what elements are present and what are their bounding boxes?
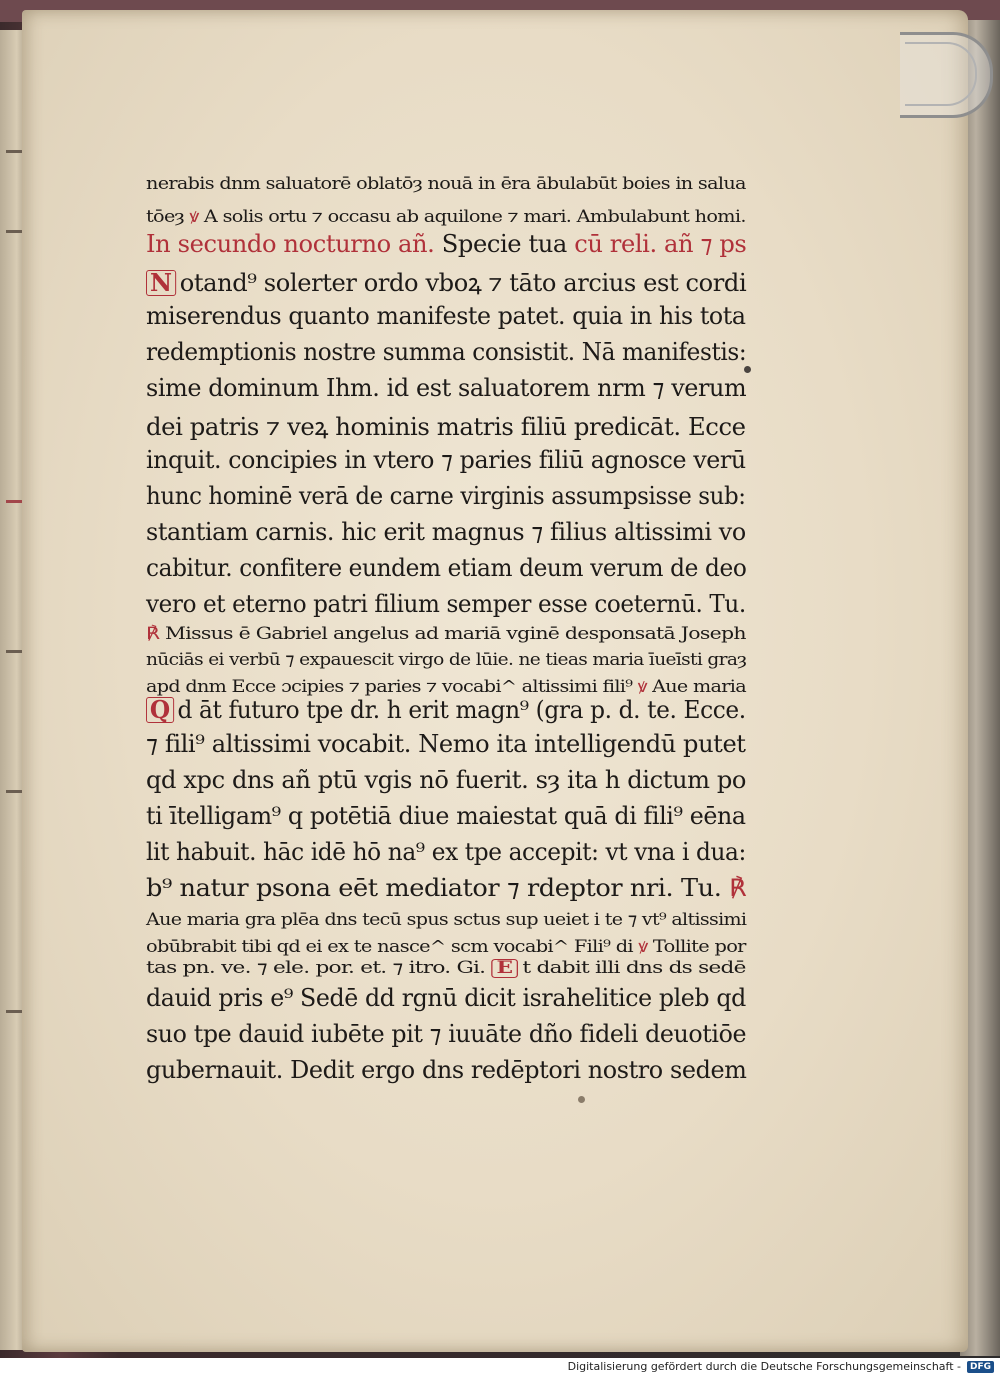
line-text: d āt futuro tpe dr. h erit magn⁹ (gra p. d. te. Ecce. — [177, 696, 746, 724]
text-line — [146, 934, 746, 957]
rubricated-initial: E — [491, 959, 517, 978]
line-text: suo tpe dauid iubēte pit ⁊ iuuāte dño fideli deuotiōe — [146, 1020, 747, 1048]
line-text: qd xpc dns añ ptū vgis nō fuerit. sȝ ita h dictum po — [146, 766, 747, 794]
line-text: otand⁹ solerter ordo vboꝝ ⁊ tāto arcius est cordi — [179, 269, 747, 297]
text-line — [146, 910, 746, 930]
rubric-text: ꝟ — [638, 937, 648, 957]
text-line — [146, 266, 746, 299]
rubricated-initial: N — [146, 270, 176, 296]
line-text: gubernauit. Dedit ergo dns redēptori nostro sedem — [146, 1056, 747, 1084]
text-line — [146, 958, 746, 978]
line-text: tōeȝ — [146, 207, 190, 227]
line-text: cabitur. confitere eundem etiam deum verum de deo — [146, 554, 747, 582]
line-text: tas pn. ve. ⁊ ele. por. et. ⁊ itro. Gi. — [146, 958, 492, 978]
line-text: b⁹ natur psona eēt mediator ⁊ rdeptor nri. Tu. — [146, 874, 730, 902]
line-text: dauid pris e⁹ Sedē dd rgnū dicit israhelitice pleb qd — [146, 984, 746, 1012]
rubric-text: ℟ — [146, 624, 166, 644]
line-text: hunc hominē verā de carne virginis assumpsisse sub: — [146, 482, 746, 510]
rubric-text: ꝟ — [637, 677, 647, 697]
line-text: ti ītelligam⁹ q potētiā diue maiestat quā di fili⁹ eēna — [146, 802, 746, 830]
text-line — [146, 1056, 746, 1084]
ink-spot — [744, 366, 751, 373]
ink-spot — [578, 1096, 585, 1103]
line-text: Tollite por — [647, 937, 746, 957]
line-text: obūbrabit tibi qd ei ex te nasce^ scm vocabi^ Fili⁹ di — [146, 937, 639, 957]
line-text: Aue maria gra plēa dns tecū spus sctus sup ueiet i te ⁊ vt⁹ altissimi — [146, 910, 747, 930]
text-line — [146, 650, 746, 670]
line-text: Missus ē Gabriel angelus ad mariā vginē desponsatā Joseph — [165, 624, 746, 644]
footer-bar — [0, 1358, 1000, 1376]
text-line — [146, 766, 746, 794]
text-line — [146, 482, 746, 510]
line-text: nūciās ei verbū ⁊ expauescit virgo de lūie. ne tieas maria īueīsti graȝ — [146, 650, 747, 670]
line-text: Specie tua — [441, 230, 575, 258]
text-line — [146, 1020, 746, 1048]
line-text: sime dominum Ihm. id est saluatorem nrm ⁊ verum — [146, 374, 747, 402]
line-text: lit habuit. hāc idē hō na⁹ ex tpe accepit: vt vna i dua: — [146, 838, 746, 866]
line-text: nerabis dnm saluatorē oblatōȝ nouā in ēra ābulabūt boies in salua — [146, 174, 746, 194]
text-line — [146, 802, 746, 830]
text-line — [146, 518, 746, 546]
dfg-logo: DFG — [967, 1361, 994, 1373]
text-line — [146, 674, 746, 697]
rubric-text: ꝟ — [189, 207, 199, 227]
text-line — [146, 230, 746, 258]
incunabula-text-block — [146, 174, 747, 1084]
text-line — [146, 696, 746, 724]
line-text: apd dnm Ecce ɔcipies ⁊ paries ⁊ vocabi^ altissimi fili⁹ — [146, 677, 638, 697]
text-line — [146, 624, 746, 644]
rubric-text: ℟ — [729, 874, 747, 902]
line-text: inquit. concipies in vtero ⁊ paries filiū agnosce verū — [146, 446, 746, 474]
text-line — [146, 874, 746, 902]
text-line — [146, 410, 746, 443]
line-text: redemptionis nostre summa consistit. Nā manifestis: — [146, 338, 747, 366]
line-text: stantiam carnis. hic erit magnus ⁊ filius altissimi vo — [146, 518, 746, 546]
rubric-text: cū reli. añ ⁊ ps — [574, 230, 747, 258]
rubricated-initial: Q — [146, 697, 174, 723]
line-text: Aue maria — [646, 677, 746, 697]
text-line — [146, 374, 746, 402]
text-line — [146, 838, 746, 866]
rubric-text: In secundo nocturno añ. — [146, 230, 442, 258]
text-line — [146, 302, 746, 330]
line-text: dei patris ⁊ veꝝ hominis matris filiū predicāt. Ecce — [146, 413, 746, 441]
text-line — [146, 174, 746, 194]
line-text: ⁊ fili⁹ altissimi vocabit. Nemo ita intelligendū putet — [146, 730, 746, 758]
line-text: miserendus quanto manifeste patet. quia in his tota — [146, 302, 746, 330]
paper-clip-inner — [905, 42, 977, 106]
text-line — [146, 446, 746, 474]
text-line — [146, 590, 746, 618]
line-text: t dabit illi dns ds sedē — [522, 958, 746, 978]
text-line — [146, 204, 746, 227]
footer-credit: Digitalisierung gefördert durch die Deutsche Forschungsgemeinschaft - — [567, 1360, 961, 1373]
line-text: A solis ortu ⁊ occasu ab aquilone ⁊ mari. Ambulabunt homi. — [198, 207, 746, 227]
text-line — [146, 338, 746, 366]
text-line — [146, 730, 746, 758]
line-text: vero et eterno patri filium semper esse coeternū. Tu. — [146, 590, 746, 618]
text-line — [146, 554, 746, 582]
text-line — [146, 984, 746, 1012]
